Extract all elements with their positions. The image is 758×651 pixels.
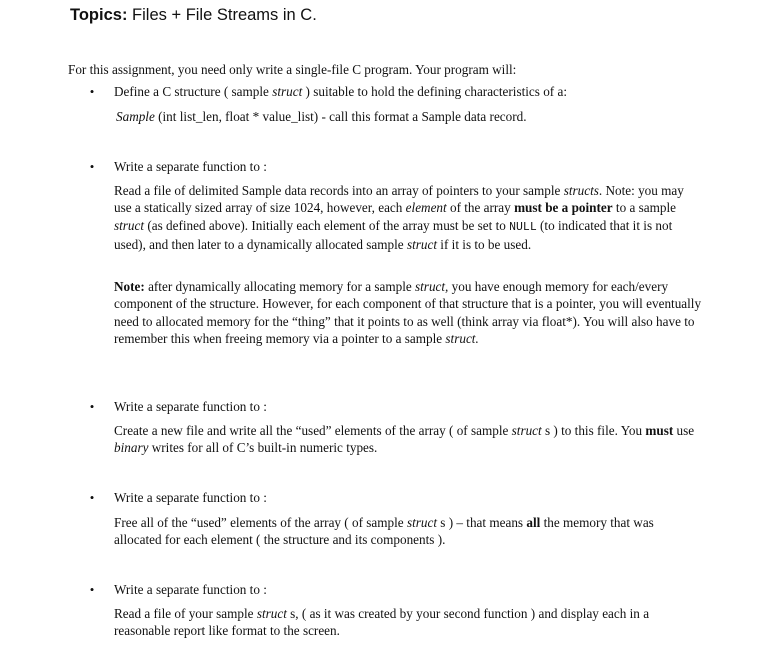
item-5-em-1: struct	[256, 606, 287, 621]
item-1-head-b: ) suitable to hold the defining characteristics of a:	[302, 84, 568, 99]
item-2-heading: Write a separate function to :	[114, 159, 267, 174]
item-1-sample-rest: (int list_len, float * value_list) - call this format a Sample data record.	[154, 109, 527, 124]
item-2-text-c: of the array	[446, 200, 515, 216]
item-2-em-4: struct	[406, 236, 437, 252]
bullet-2: •	[89, 159, 95, 174]
note-text-a: after dynamically allocating memory for a sample	[144, 279, 416, 294]
item-1-sample-format	[116, 108, 706, 125]
item-3-strong: must	[645, 423, 674, 438]
item-4-strong: all	[526, 515, 541, 530]
item-2-null-code: NULL	[509, 220, 537, 234]
intro-text: For this assignment, you need only write a single-file C program. Your program will:	[68, 62, 517, 77]
note-em-1: struct,	[415, 279, 449, 294]
item-2-text-a: Read a file of delimited Sample data records into an array of pointers to your sample	[114, 183, 564, 198]
item-2-text-b: . Note: you may use a statically sized array of size 1024, however, each	[114, 183, 684, 216]
item-4-heading: Write a separate function to :	[114, 490, 267, 505]
note-em-2: struct.	[445, 330, 479, 346]
item-1-head-a: Define a C structure ( sample	[114, 84, 273, 99]
item-4-em-1: struct	[406, 515, 437, 530]
page-title	[70, 6, 317, 25]
item-2-note	[114, 278, 704, 347]
item-2-em-1: structs	[563, 183, 599, 198]
item-5-text-a: Read a file of your sample	[114, 606, 257, 621]
item-1-sample-em: Sample	[116, 109, 155, 124]
item-1-heading	[114, 83, 704, 100]
topics-label: Topics:	[70, 6, 128, 24]
item-3-text-c: use	[673, 423, 695, 438]
item-2-paragraph	[114, 182, 704, 253]
item-2-em-2: element	[405, 200, 447, 216]
note-text-b: you have enough memory for each/every component of the structure. However, for each component of that structure that is a pointer, you will eventually need to allocated memory for the “thing” that it points to as well (think array via float*). You will also have to remember this when freeing memory via a pointer to a sample	[114, 279, 702, 346]
item-3-paragraph	[114, 422, 704, 457]
item-4-text-a: Free all of the “used” elements of the array ( of sample	[114, 515, 407, 530]
item-4-paragraph	[114, 514, 704, 549]
item-5-text-b: s, ( as it was created by your second function ) and display each in a reasonable report like format to the screen.	[114, 606, 650, 639]
bullet-4: •	[89, 490, 95, 505]
item-3-em-1: struct	[511, 423, 542, 438]
item-4-text-b: s ) – that means	[436, 515, 527, 530]
item-3-heading: Write a separate function to :	[114, 399, 267, 414]
item-4-text-c: the memory that was allocated for each element ( the structure and its components ).	[114, 515, 654, 548]
item-3-text-d: writes for all of C’s built-in numeric types.	[148, 440, 378, 456]
item-3-text-a: Create a new file and write all the “used” elements of the array ( of sample	[114, 423, 512, 438]
bullet-3: •	[89, 399, 95, 414]
topics-text: Files + File Streams in C.	[132, 6, 317, 24]
item-2-text-g: if it is to be used.	[437, 236, 532, 252]
item-5-paragraph	[114, 605, 704, 640]
bullet-1: •	[89, 84, 95, 99]
item-2-text-f: (to indicated that it is not used), and then later to a dynamically allocated sample	[114, 217, 673, 252]
item-3-text-b: s ) to this file. You	[541, 423, 646, 438]
note-label: Note:	[114, 279, 145, 294]
bullet-5: •	[89, 582, 95, 597]
item-3-em-2: binary	[114, 440, 149, 456]
item-5-heading: Write a separate function to :	[114, 582, 267, 597]
item-2-strong: must be a pointer	[514, 200, 613, 216]
item-2-em-3: struct	[114, 217, 145, 233]
item-1-head-em: struct	[272, 84, 303, 99]
item-2-text-e: (as defined above). Initially each element of the array must be set to	[144, 217, 510, 233]
item-2-text-d: to a sample	[612, 200, 676, 216]
